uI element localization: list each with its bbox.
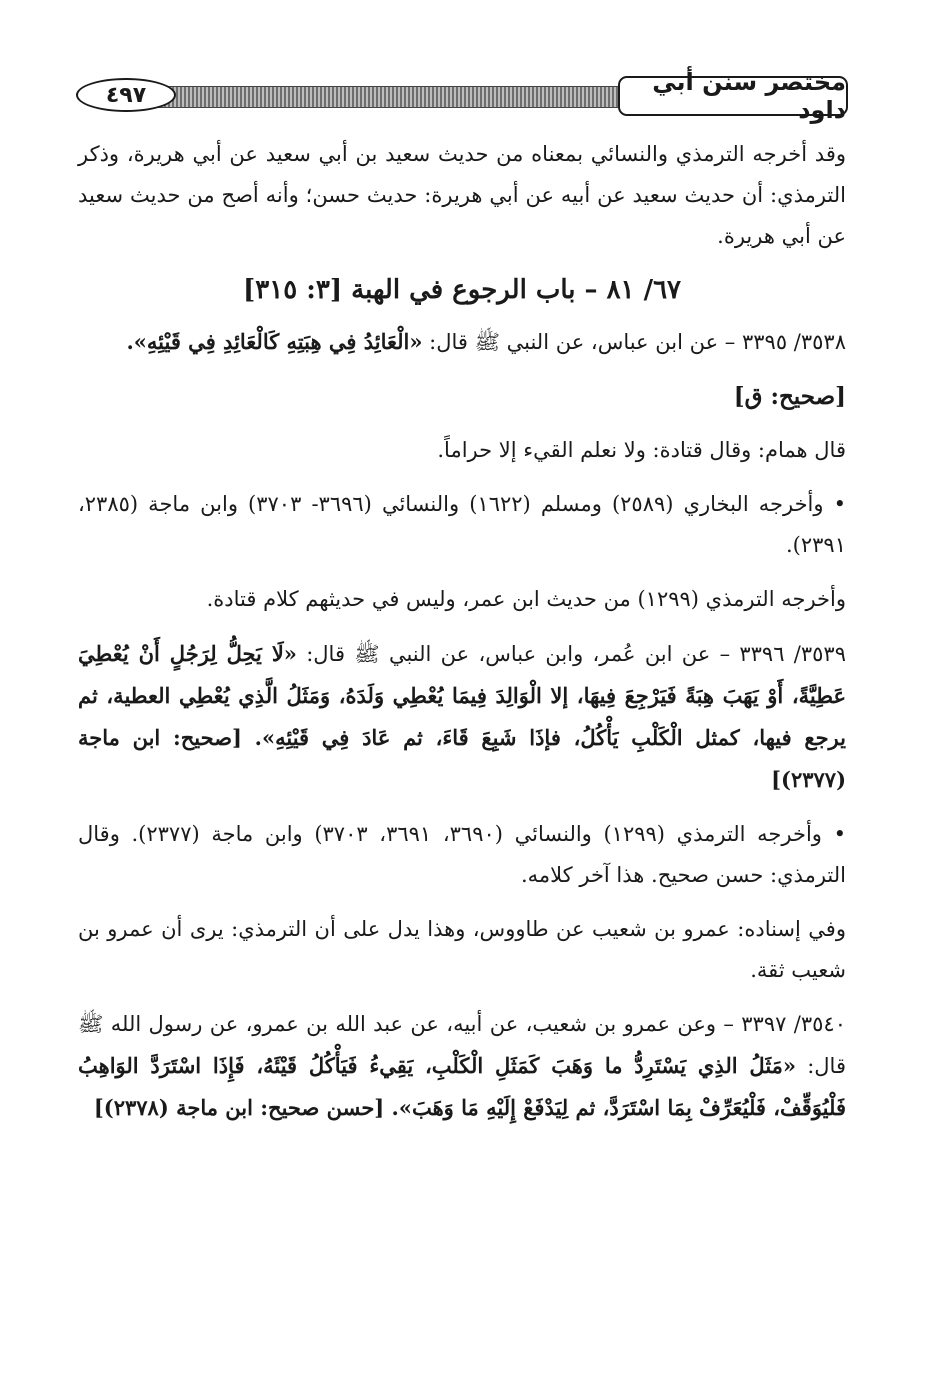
paragraph-takhrij-2: • وأخرجه الترمذي (١٢٩٩) والنسائي (٣٦٩٠، ٣٦٩١، ٣٧٠٣) وابن ماجة (٢٣٧٧). وقال الترمذي: حسن صحيح. هذا آخر كلامه.: [78, 822, 846, 887]
hadith-3538: [78, 321, 846, 363]
page-number: ٤٩٧: [76, 78, 176, 112]
hadith-quote: «مَثَلُ الذِي يَسْتَرِدُّ ما وَهَبَ كَمَثَلِ الْكَلْبِ، يَقِيءُ فَيَأْكُلُ قَيْئَهُ، فَإِذَا اسْتَرَدَّ الوَاهِبُ فَلْيُوَقِّفْ، فَلْيُعَرِّفْ بِمَا اسْتَرَدَّ، ثم لِيَدْفَعْ إِلَيْهِ مَا وَهَبَ». [حسن صحيح: ابن ماجة (٢٣٧٨)]: [78, 1053, 846, 1120]
page-header: [76, 68, 848, 124]
hadith-quote: «لَا يَحِلُّ لِرَجُلٍ أَنْ يُعْطِيَ عَطِيَّةً، أَوْ يَهَبَ هِبَةً فَيَرْجِعَ فِيهَا، إلا الْوَالِدَ فِيمَا يُعْطِي وَلَدَهُ، وَمَثَلُ الَّذِي يُعْطِي العطية، ثم يرجع فيها، كمثل الْكَلْبِ يَأْكُلُ، فإذَا شَبِعَ قَاءَ، ثم عَادَ فِي قَيْئِهِ». [صحيح: ابن ماجة (٢٣٧٧)]: [78, 641, 846, 792]
paragraph-isnad: وفي إسناده: عمرو بن شعيب عن طاووس، وهذا يدل على أن الترمذي: يرى أن عمرو بن شعيب ثقة.: [78, 917, 846, 982]
page-body: [78, 134, 846, 1142]
hadith-3540: [78, 1004, 846, 1129]
hadith-grade: [صحيح: ق]: [733, 383, 846, 410]
hadith-lead: ٣٥٣٨/ ٣٣٩٥ – عن ابن عباس، عن النبي ﷺ قال:: [422, 330, 846, 354]
paragraph-hammam: قال همام: وقال قتادة: ولا نعلم القيء إلا حراماً.: [437, 438, 846, 462]
paragraph-tirmidhi-note: وأخرجه الترمذي (١٢٩٩) من حديث ابن عمر، وليس في حديثهم كلام قتادة.: [206, 587, 846, 611]
hadith-lead: ٣٥٤٠/ ٣٣٩٧ – وعن عمرو بن شعيب، عن أبيه، عن عبد الله بن عمرو، عن رسول الله ﷺ قال:: [78, 1012, 846, 1078]
chapter-heading: ٦٧/ ٨١ – باب الرجوع في الهبة [٣: ٣١٥]: [242, 275, 682, 305]
book-title: مختصر سنن أبي داود: [618, 76, 848, 116]
paragraph-takhrij-1: • وأخرجه البخاري (٢٥٨٩) ومسلم (١٦٢٢) والنسائي (٣٦٩٦- ٣٧٠٣) وابن ماجة (٢٣٨٥، ٢٣٩١).: [78, 492, 846, 557]
hadith-lead: ٣٥٣٩/ ٣٣٩٦ – عن ابن عُمر، وابن عباس، عن النبي ﷺ قال:: [296, 642, 846, 666]
paragraph-intro: وقد أخرجه الترمذي والنسائي بمعناه من حديث سعيد بن أبي سعيد عن أبي هريرة، وذكر الترمذي: أن حديث سعيد عن أبيه عن أبي هريرة: حديث حسن؛ وأنه أصح من حديث سعيد عن أبي هريرة.: [78, 142, 846, 248]
hadith-3539: [78, 633, 846, 801]
header-decorative-bar: [136, 86, 618, 108]
hadith-quote: «الْعَائِدُ فِي هِبَتِهِ كَالْعَائِدِ فِي قَيْئِهِ».: [126, 329, 423, 354]
